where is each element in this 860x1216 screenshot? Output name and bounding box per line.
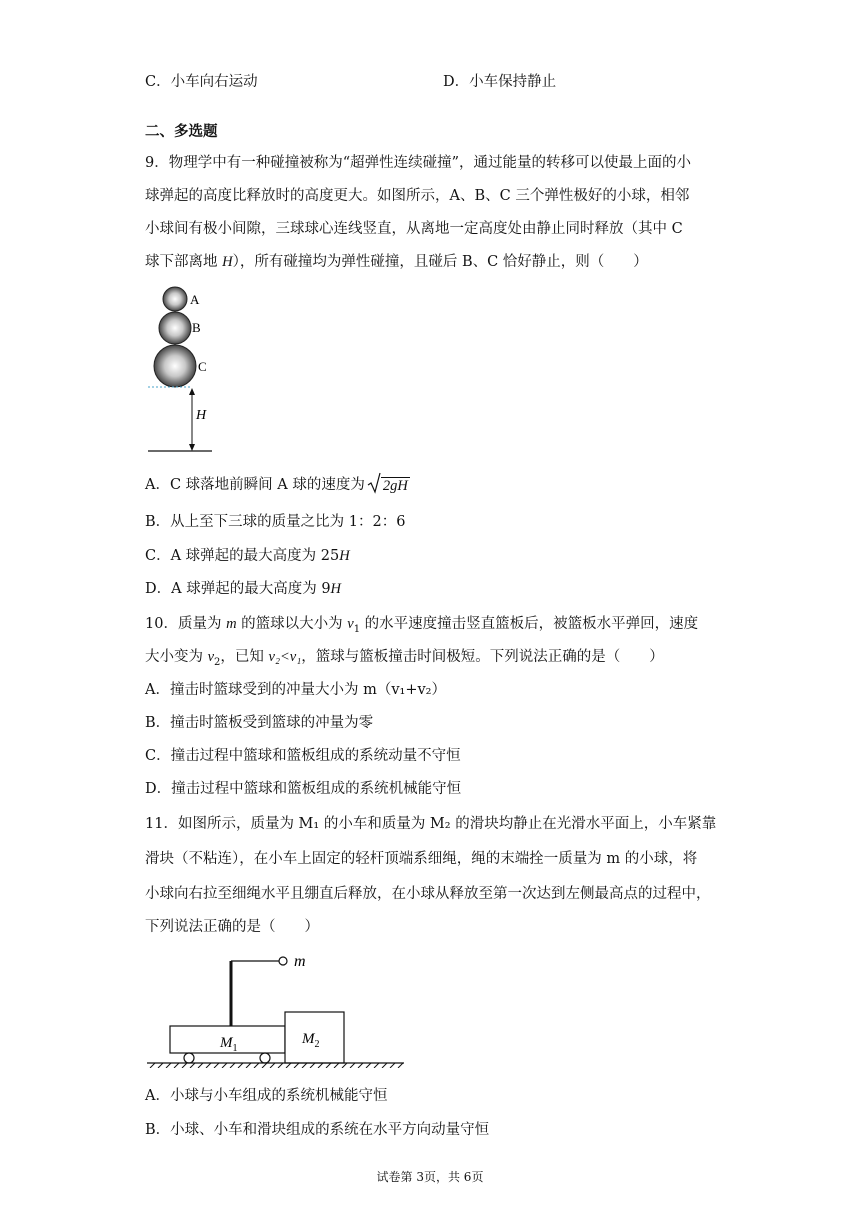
q9-stem-line4 bbox=[145, 252, 648, 272]
q9-stem-line3: 小球间有极小间隙，三球球心连线竖直，从离地一定高度处由静止同时释放（其中 C bbox=[145, 221, 683, 237]
q9-option-c-h: H bbox=[339, 548, 350, 564]
q11-cart-figure bbox=[142, 948, 412, 1068]
section-title: 二、多选题 bbox=[145, 123, 218, 140]
q10-l1-b: 的篮球以大小为 bbox=[236, 616, 348, 632]
q9-line4-h: H bbox=[222, 254, 233, 270]
q10-l2-b: ，已知 bbox=[220, 649, 269, 665]
label-m2: $M_2$ bbox=[302, 1031, 320, 1050]
q9-option-d-h: H bbox=[330, 581, 342, 597]
q9-stem-line2: 球弹起的高度比释放时的高度更大。如图所示，A、B、C 三个弹性极好的小球，相邻 bbox=[145, 188, 690, 204]
ball-a bbox=[163, 287, 187, 311]
q10-option-d: D．撞击过程中篮球和篮板组成的系统机械能守恒 bbox=[145, 781, 462, 797]
q10-l1-v: v bbox=[347, 616, 354, 632]
q10-option-c: C．撞击过程中篮球和篮板组成的系统动量不守恒 bbox=[145, 748, 461, 764]
ball-c bbox=[154, 345, 196, 387]
q9-option-c bbox=[145, 546, 350, 566]
q9-balls-figure bbox=[140, 282, 220, 457]
q11-stem-line2: 滑块（不粘连），在小车上固定的轻杆顶端系细绳，绳的末端拴一质量为 m 的小球，将 bbox=[145, 851, 698, 867]
q9-option-d-text: D．A 球弹起的最大高度为 9 bbox=[145, 581, 331, 597]
q8-option-d: D．小车保持静止 bbox=[443, 74, 557, 90]
q10-option-a: A．撞击时篮球受到的冲量大小为 m（v₁+v₂） bbox=[145, 682, 446, 698]
wheel-right bbox=[260, 1053, 270, 1063]
q10-l2-sub: 2 bbox=[214, 656, 221, 668]
q11-option-b: B．小球、小车和滑块组成的系统在水平方向动量守恒 bbox=[145, 1122, 490, 1138]
sqrt-icon bbox=[367, 472, 381, 494]
q10-option-b: B．撞击时篮板受到篮球的冲量为零 bbox=[145, 715, 374, 731]
q10-l1-m: m bbox=[226, 616, 237, 632]
q10-l2-ineq: v₂<v₁ bbox=[268, 649, 302, 665]
page-footer: 试卷第 3页，共 6页 bbox=[376, 1170, 484, 1184]
label-m1: $M_1$ bbox=[220, 1035, 238, 1054]
q10-l1-a: 10．质量为 bbox=[145, 616, 227, 632]
q11-option-a: A．小球与小车组成的系统机械能守恒 bbox=[145, 1088, 388, 1104]
q9-option-b: B．从上至下三球的质量之比为 1：2：6 bbox=[145, 514, 406, 530]
label-a: A bbox=[190, 292, 200, 307]
q9-stem-line1: 9．物理学中有一种碰撞被称为“超弹性连续碰撞”，通过能量的转移可以使最上面的小 bbox=[145, 155, 692, 171]
q9-option-d bbox=[145, 579, 341, 599]
q9-option-a-text: A．C 球落地前瞬间 A 球的速度为 bbox=[145, 477, 365, 493]
q10-l2-v: v bbox=[207, 649, 215, 665]
q10-l1-sub: 1 bbox=[353, 623, 361, 635]
q10-l1-c: 的水平速度撞击竖直篮板后，被篮板水平弹回，速度 bbox=[360, 616, 699, 632]
small-ball bbox=[279, 957, 287, 965]
q11-stem-line4: 下列说法正确的是（ ） bbox=[145, 919, 319, 935]
q10-l2-c: ，篮球与篮板撞击时间极短。下列说法正确的是（ ） bbox=[301, 649, 664, 665]
q9-option-c-text: C．A 球弹起的最大高度为 25 bbox=[145, 548, 340, 564]
label-c: C bbox=[198, 359, 207, 374]
label-b: B bbox=[192, 320, 201, 335]
label-h: H bbox=[196, 408, 207, 423]
arrow-up-icon bbox=[189, 388, 195, 395]
ball-b bbox=[159, 312, 191, 344]
q11-stem-line1: 11．如图所示，质量为 M₁ 的小车和质量为 M₂ 的滑块均静止在光滑水平面上，小车紧靠 bbox=[145, 816, 717, 832]
ground-hatch bbox=[150, 1063, 403, 1068]
slider-block bbox=[285, 1012, 344, 1063]
q9-option-a-sqrt: 2gH bbox=[382, 478, 408, 494]
wheel-left bbox=[184, 1053, 194, 1063]
q10-stem-line2 bbox=[145, 647, 664, 673]
q9-line4-text-b: ），所有碰撞均为弹性碰撞，且碰后 B、C 恰好静止，则（ ） bbox=[232, 254, 648, 270]
q11-stem-line3: 小球向右拉至细绳水平且绷直后释放，在小球从释放至第一次达到左侧最高点的过程中， bbox=[145, 886, 711, 902]
arrow-down-icon bbox=[189, 444, 195, 451]
q10-stem-line1 bbox=[145, 614, 698, 640]
q9-line4-text-a: 球下部离地 bbox=[145, 254, 223, 270]
q8-option-c: C．小车向右运动 bbox=[145, 74, 258, 90]
q10-l2-a: 大小变为 bbox=[145, 649, 208, 665]
q9-option-a bbox=[145, 472, 410, 495]
label-m: m bbox=[294, 953, 306, 970]
